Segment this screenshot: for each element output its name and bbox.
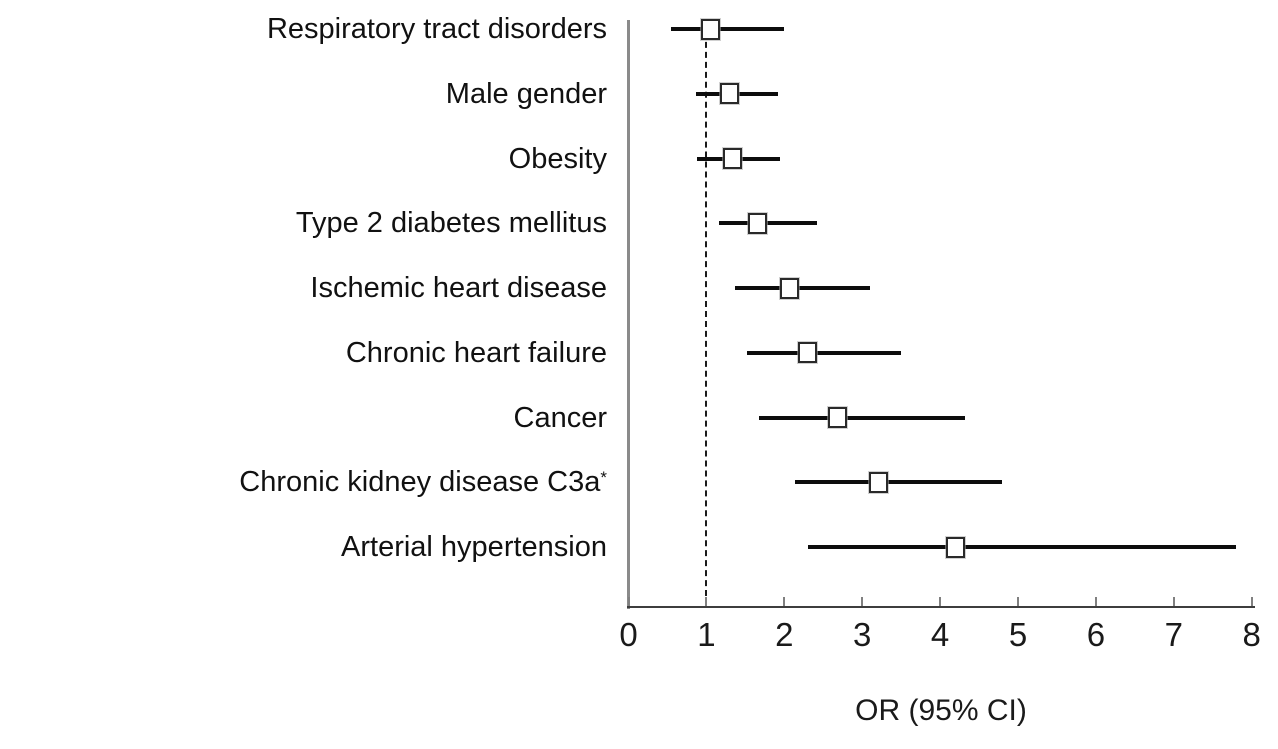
category-label: Male gender — [445, 77, 607, 110]
x-axis-tick — [628, 597, 630, 606]
x-axis-tick-label: 3 — [853, 616, 872, 653]
point-marker — [828, 407, 847, 428]
x-axis-tick — [1173, 597, 1175, 606]
x-axis-tick-label: 4 — [930, 616, 950, 653]
x-axis-tick-label: 5 — [1008, 616, 1028, 653]
x-axis-tick-label: 8 — [1242, 616, 1261, 653]
reference-line-or-1 — [705, 22, 707, 606]
category-label: Ischemic heart disease — [310, 272, 607, 304]
x-axis-line — [627, 606, 1255, 608]
ci-line — [719, 221, 817, 225]
point-marker — [946, 537, 965, 558]
x-axis-title: OR (95% CI) — [855, 694, 1027, 727]
x-axis-tick — [1017, 597, 1019, 606]
point-marker — [701, 19, 720, 40]
ci-line — [759, 416, 965, 420]
ci-line — [795, 480, 1001, 484]
x-axis-tick — [861, 597, 863, 606]
point-marker — [748, 213, 767, 234]
x-axis-tick-label: 0 — [619, 616, 638, 653]
point-marker — [780, 278, 799, 299]
footnote-marker: * — [600, 468, 607, 488]
category-label: Type 2 diabetes mellitus — [295, 207, 607, 240]
ci-line — [735, 286, 870, 290]
category-label: Respiratory tract disorders — [266, 13, 607, 45]
ci-line — [671, 27, 784, 31]
x-axis-tick-label: 1 — [697, 616, 716, 653]
x-axis-tick-label: 6 — [1086, 616, 1106, 653]
x-axis-tick — [1095, 597, 1097, 606]
category-label: Chronic kidney disease C3a* — [239, 466, 607, 499]
y-axis-line — [627, 20, 630, 609]
point-marker — [798, 342, 817, 363]
x-axis-tick — [1251, 597, 1253, 606]
point-marker — [723, 148, 742, 169]
category-label: Cancer — [513, 401, 607, 434]
category-label: Obesity — [508, 142, 607, 175]
x-axis-tick-label: 7 — [1164, 616, 1183, 653]
ci-line — [808, 545, 1236, 549]
x-axis-tick — [705, 597, 707, 606]
ci-line — [747, 351, 901, 355]
x-axis-tick — [783, 597, 785, 606]
category-label: Chronic heart failure — [345, 336, 607, 369]
x-axis-tick — [939, 597, 941, 606]
x-axis-tick-label: 2 — [775, 616, 794, 653]
category-label: Arterial hypertension — [341, 531, 607, 563]
point-marker — [720, 83, 739, 104]
point-marker — [869, 472, 888, 493]
